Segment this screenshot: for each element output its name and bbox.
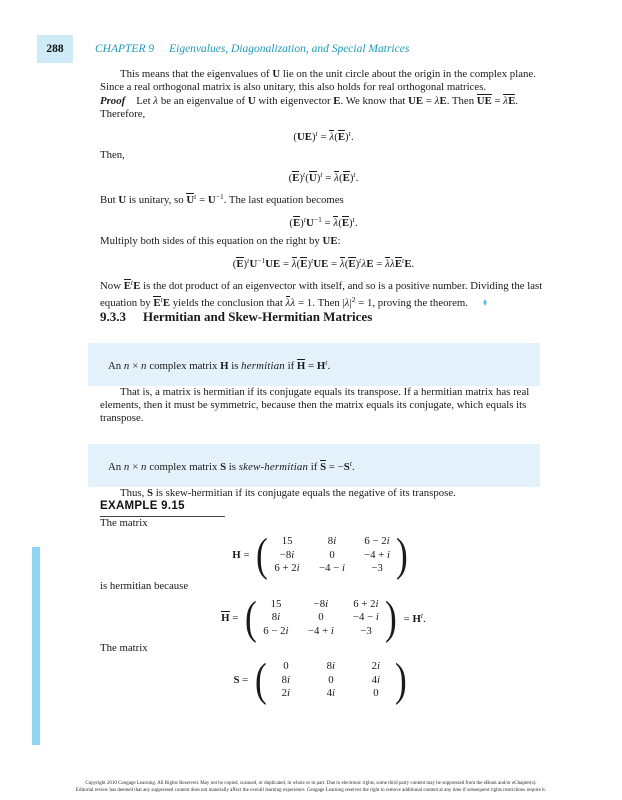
- matrix-cell: 0: [283, 660, 289, 672]
- definition-hermitian-text: An n × n complex matrix H is hermitian if $H = H^t$.: [108, 358, 331, 372]
- right-paren: ): [394, 654, 407, 707]
- definition-skew-text: An n × n complex matrix S is skew-hermitian if $S = -S^t$.: [108, 459, 355, 473]
- section-title: Hermitian and Skew-Hermitian Matrices: [143, 309, 373, 324]
- section-number: 9.3.3: [100, 309, 126, 324]
- matrix-cell: 15: [281, 535, 293, 547]
- proof-closing: [100, 276, 547, 310]
- copyright-line-2: Editorial review has deemed that any suppressed content does not materially affect the overall learning experience. Cengage Learning reserves the right to remove additional content at any time if subsequent rights restrictions require it.: [75, 787, 547, 793]
- matrix-cell: 6 + 2i: [353, 597, 379, 610]
- matrix-cell: −4 + i: [307, 624, 335, 637]
- example-heading: [100, 500, 547, 517]
- matrix-cell: 0: [318, 611, 324, 623]
- definition-box-hermitian: [88, 343, 540, 386]
- example-label: EXAMPLE 9.15: [100, 500, 225, 517]
- proof-intro: Let λ be an eigenvalue of U with eigenvector E. We know that UE = λE. Then UE = λE.: [136, 95, 519, 107]
- copyright-footer: [28, 781, 594, 794]
- matrix-cell: −4 + i: [364, 548, 391, 561]
- matrix-cell: 8i: [281, 673, 291, 686]
- qed-diamond-icon: ♦: [482, 295, 488, 309]
- matrix-cell: −8i: [313, 597, 329, 610]
- chapter-label: CHAPTER 9: [95, 43, 155, 55]
- page-number-box: [37, 35, 73, 63]
- then-line: Then,: [100, 149, 125, 161]
- multiply-line: Multiply both sides of this equation on the right by UE:: [100, 235, 341, 247]
- matrix-s-lhs: S =: [233, 673, 249, 686]
- equation-2: $(E)^t(U)^t = \lambda(E)^t$.: [288, 170, 359, 184]
- the-matrix-line-2: The matrix: [100, 642, 148, 654]
- right-paren: ): [396, 529, 408, 582]
- intro-paragraph: This means that the eigenvalues of U lie on the unit circle about the origin in the complex plane. Since a real orthogonal matrix is also unitary, this also holds for real orthogonal matrices.: [100, 68, 536, 93]
- equation-4: $(E)^tU^{-1}UE = \lambda(E)^tUE = \lambda(E)^t\lambda E = \lambda\lambda E^tE$.: [232, 256, 415, 270]
- matrix-cell: 2i: [281, 687, 291, 699]
- unitary-line: But U is unitary, so $U^t = U^{-1}$. The last equation becomes: [100, 192, 344, 206]
- matrix-cell: 0: [373, 687, 379, 699]
- matrix-cell: 4i: [326, 687, 336, 699]
- that-is-paragraph: That is, a matrix is hermitian if its conjugate equals its transpose. If a hermitian matrix has real elements, then it must be symmetric, because then the matrix equals its conjugate, which equals its transpose.: [100, 386, 530, 424]
- equation-1: $(UE)^t = \lambda(E)^t$.: [293, 129, 354, 143]
- matrix-cell: 4i: [371, 673, 381, 686]
- left-paren: (: [245, 591, 258, 644]
- matrix-equation-h: [100, 529, 547, 582]
- section-heading: [100, 310, 547, 323]
- proof-label: Proof: [100, 95, 126, 107]
- left-paren: (: [256, 529, 269, 582]
- is-hermitian-line: is hermitian because: [100, 579, 189, 592]
- copyright-line-1: Copyright 2010 Cengage Learning. All Rights Reserved. May not be copied, scanned, or duplicated, in whole or in part. Due to electronic rights, some third party content may be suppressed from the eBook and/or eChapter(s).: [85, 781, 537, 786]
- left-paren: (: [255, 654, 267, 707]
- matrix-h-grid: [272, 535, 392, 576]
- proof-closing-text: Now $E^tE$ is the dot product of an eigenvector with itself, and so is a positive number. Dividing the last equation by $E^tE$ yields the conclusion that λλ = 1. Then $|\lambda|^2 = 1$, proving the theorem.: [100, 278, 543, 309]
- thus-paragraph: Thus, S is skew-hermitian if its conjugate equals the negative of its transpose.: [120, 487, 456, 499]
- running-header: [95, 43, 409, 55]
- matrix-cell: −8i: [279, 548, 295, 561]
- the-matrix-line-1: The matrix: [100, 517, 148, 529]
- matrix-cell: 6 − 2i: [263, 624, 289, 637]
- matrix-cell: −3: [371, 562, 383, 574]
- matrix-cell: 2i: [371, 660, 381, 672]
- definition-box-skew-hermitian: [88, 444, 540, 487]
- equation-3: $(E)^tU^{-1} = \lambda(E)^t$.: [289, 215, 358, 229]
- matrix-cell: 8i: [326, 660, 336, 672]
- page-number: 288: [46, 43, 64, 55]
- therefore-line: Therefore,: [100, 108, 146, 120]
- page-body: [100, 68, 547, 705]
- matrix-equation-hbar: [100, 591, 547, 644]
- matrix-cell: 15: [270, 597, 282, 610]
- matrix-cell: −3: [360, 624, 372, 637]
- example-accent-bar: [32, 547, 40, 745]
- matrix-cell: −4 − i: [319, 562, 346, 574]
- right-paren: ): [384, 591, 397, 644]
- matrix-s-grid: [271, 660, 391, 701]
- matrix-hbar-rhs: = $H^t$.: [403, 611, 426, 626]
- chapter-title: Eigenvalues, Diagonalization, and Special Matrices: [169, 43, 410, 55]
- matrix-cell: 8i: [327, 535, 337, 547]
- matrix-hbar-lhs: H =: [221, 611, 239, 624]
- matrix-cell: 8i: [271, 611, 281, 623]
- matrix-cell: 6 + 2i: [274, 562, 300, 574]
- matrix-cell: 0: [329, 548, 335, 561]
- matrix-h-lhs: H =: [232, 548, 250, 561]
- matrix-equation-s: [100, 654, 547, 707]
- matrix-cell: 0: [328, 673, 334, 686]
- matrix-cell: 6 − 2i: [364, 535, 390, 547]
- proof-paragraph: [100, 94, 547, 108]
- matrix-hbar-grid: [261, 598, 381, 639]
- matrix-cell: −4 − i: [352, 611, 380, 623]
